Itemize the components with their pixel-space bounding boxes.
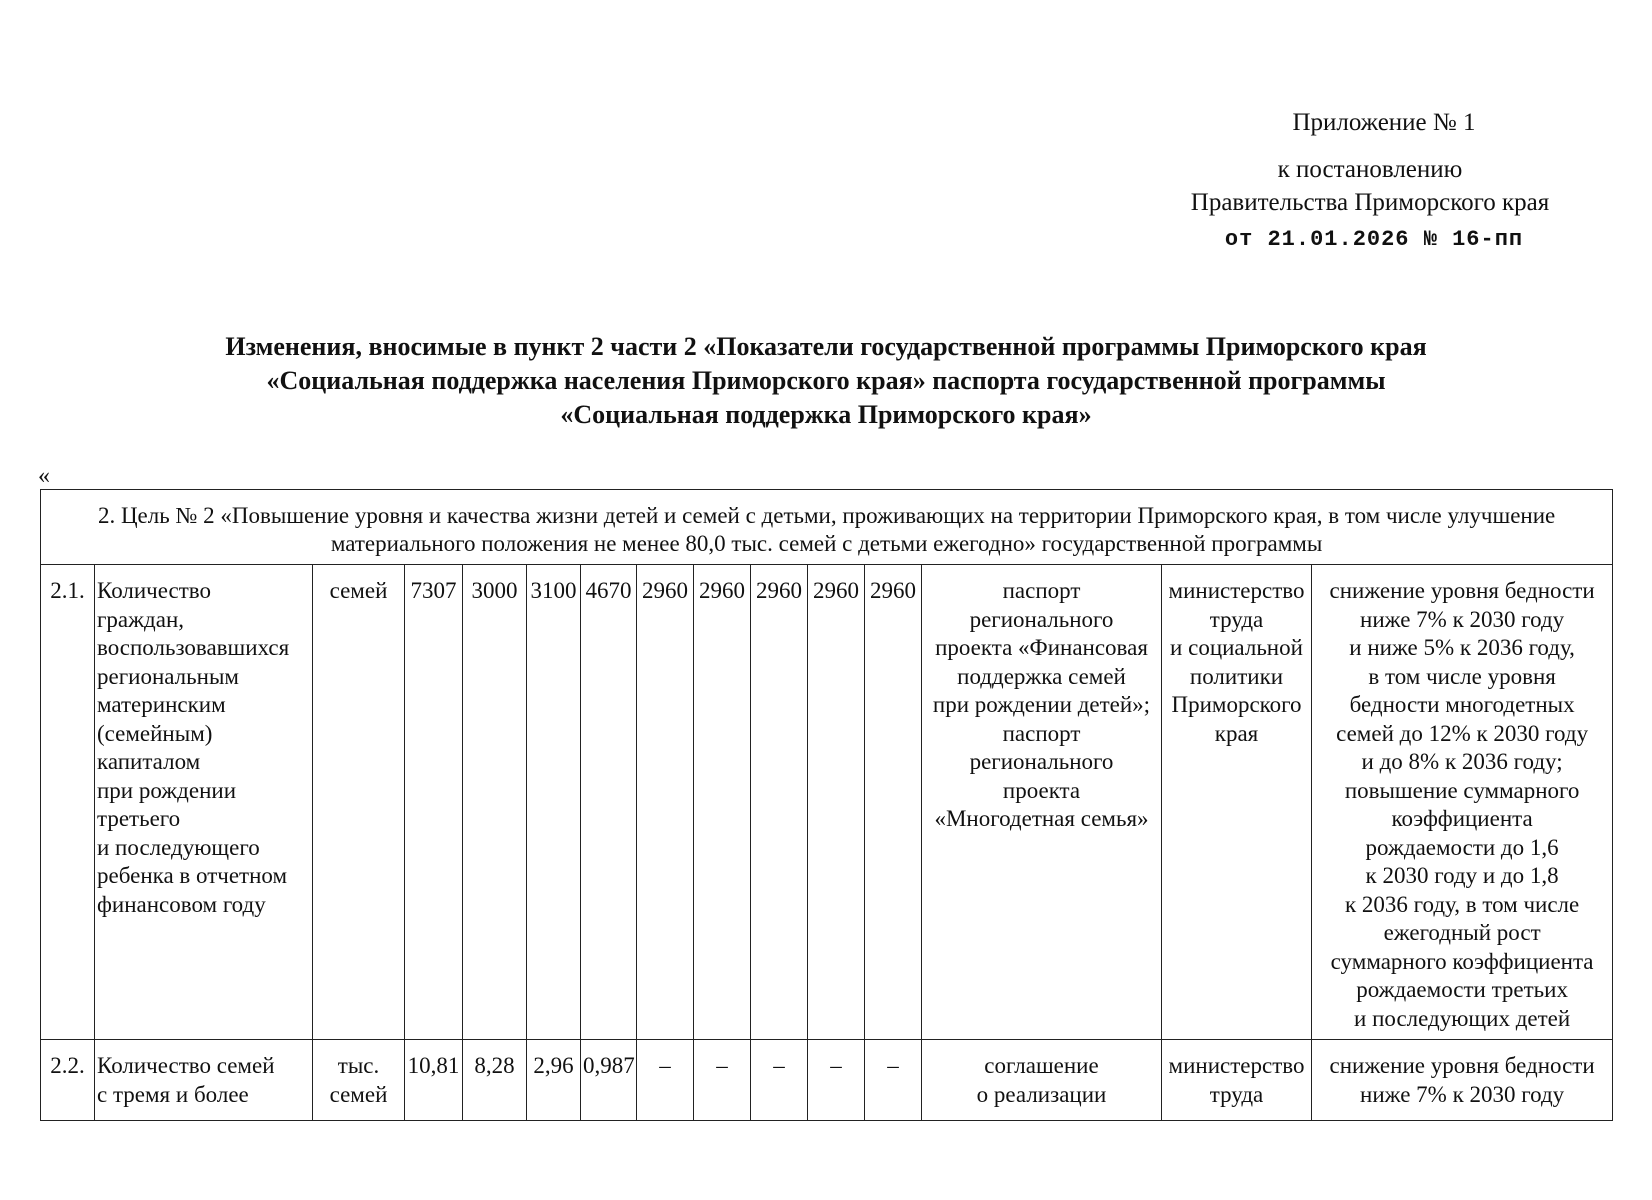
indicator-name: Количество семей с тремя и более bbox=[95, 1040, 313, 1121]
appendix-number: Приложение № 1 bbox=[1292, 109, 1476, 136]
opening-quote-mark: « bbox=[38, 463, 50, 489]
goal-cell: 2. Цель № 2 «Повышение уровня и качества жизни детей и семей с детьми, проживающих на территории Приморского края, в том числе улучшение материального положения не менее 80,0 тыс. семей с детьми ежегодно» государственной программы bbox=[41, 490, 1613, 565]
resolution-date-number: от 21.01.2026 № 16-пп bbox=[1224, 227, 1524, 252]
responsible-cell: министерство труда и социальной политики Приморского края bbox=[1162, 565, 1312, 1040]
responsible-cell: министерство труда bbox=[1162, 1040, 1312, 1121]
table-row bbox=[41, 1040, 1613, 1121]
value-cell: 3000 bbox=[463, 565, 527, 1040]
value-cell: – bbox=[694, 1040, 751, 1121]
value-cell: 7307 bbox=[405, 565, 463, 1040]
title-line-3: «Социальная поддержка Приморского края» bbox=[560, 400, 1092, 429]
value-cell: 2960 bbox=[808, 565, 865, 1040]
value-cell: 4670 bbox=[581, 565, 637, 1040]
value-cell: 3100 bbox=[527, 565, 581, 1040]
value-cell: – bbox=[808, 1040, 865, 1121]
to-resolution: к постановлению bbox=[1277, 156, 1463, 183]
title-line-1: Изменения, вносимые в пункт 2 части 2 «Показатели государственной программы Приморского края bbox=[225, 332, 1427, 361]
value-cell: – bbox=[865, 1040, 922, 1121]
value-cell: 10,81 bbox=[405, 1040, 463, 1121]
value-cell: – bbox=[751, 1040, 808, 1121]
value-cell: 2,96 bbox=[527, 1040, 581, 1121]
value-cell: 2960 bbox=[694, 565, 751, 1040]
row-number: 2.2. bbox=[41, 1040, 95, 1121]
link-cell: снижение уровня бедности ниже 7% к 2030 году и ниже 5% к 2036 году, в том числе уровня бедности многодетных семей до 12% к 2030 году и до 8% к 2036 году; повышение суммарного коэффициента рождаемости до 1,6 к 2030 году и до 1,8 к 2036 году, в том числе ежегодный рост суммарного коэффициента рождаемости третьих и последующих детей bbox=[1312, 565, 1613, 1040]
document-cell: соглашение о реализации bbox=[922, 1040, 1162, 1121]
unit-cell: тыс. семей bbox=[313, 1040, 405, 1121]
value-cell: 2960 bbox=[865, 565, 922, 1040]
value-cell: 2960 bbox=[637, 565, 694, 1040]
document-cell: паспорт регионального проекта «Финансовая поддержка семей при рождении детей»; паспорт регионального проекта «Многодетная семья» bbox=[922, 565, 1162, 1040]
indicator-name: Количество граждан, воспользовавшихся региональным материнским (семейным) капиталом при рождении третьего и последующего ребенка в отчетном финансовом году bbox=[95, 565, 313, 1040]
table-row bbox=[41, 565, 1613, 1040]
title-line-2: «Социальная поддержка населения Приморского края» паспорта государственной программы bbox=[266, 366, 1386, 395]
link-cell: снижение уровня бедности ниже 7% к 2030 году bbox=[1312, 1040, 1613, 1121]
value-cell: 0,987 bbox=[581, 1040, 637, 1121]
indicators-table bbox=[40, 489, 1613, 1121]
goal-row bbox=[41, 490, 1613, 565]
value-cell: 8,28 bbox=[463, 1040, 527, 1121]
value-cell: – bbox=[637, 1040, 694, 1121]
document-title bbox=[60, 330, 1592, 432]
row-number: 2.1. bbox=[41, 565, 95, 1040]
appendix-header bbox=[1150, 106, 1590, 256]
government-name: Правительства Приморского края bbox=[1190, 189, 1550, 216]
value-cell: 2960 bbox=[751, 565, 808, 1040]
unit-cell: семей bbox=[313, 565, 405, 1040]
